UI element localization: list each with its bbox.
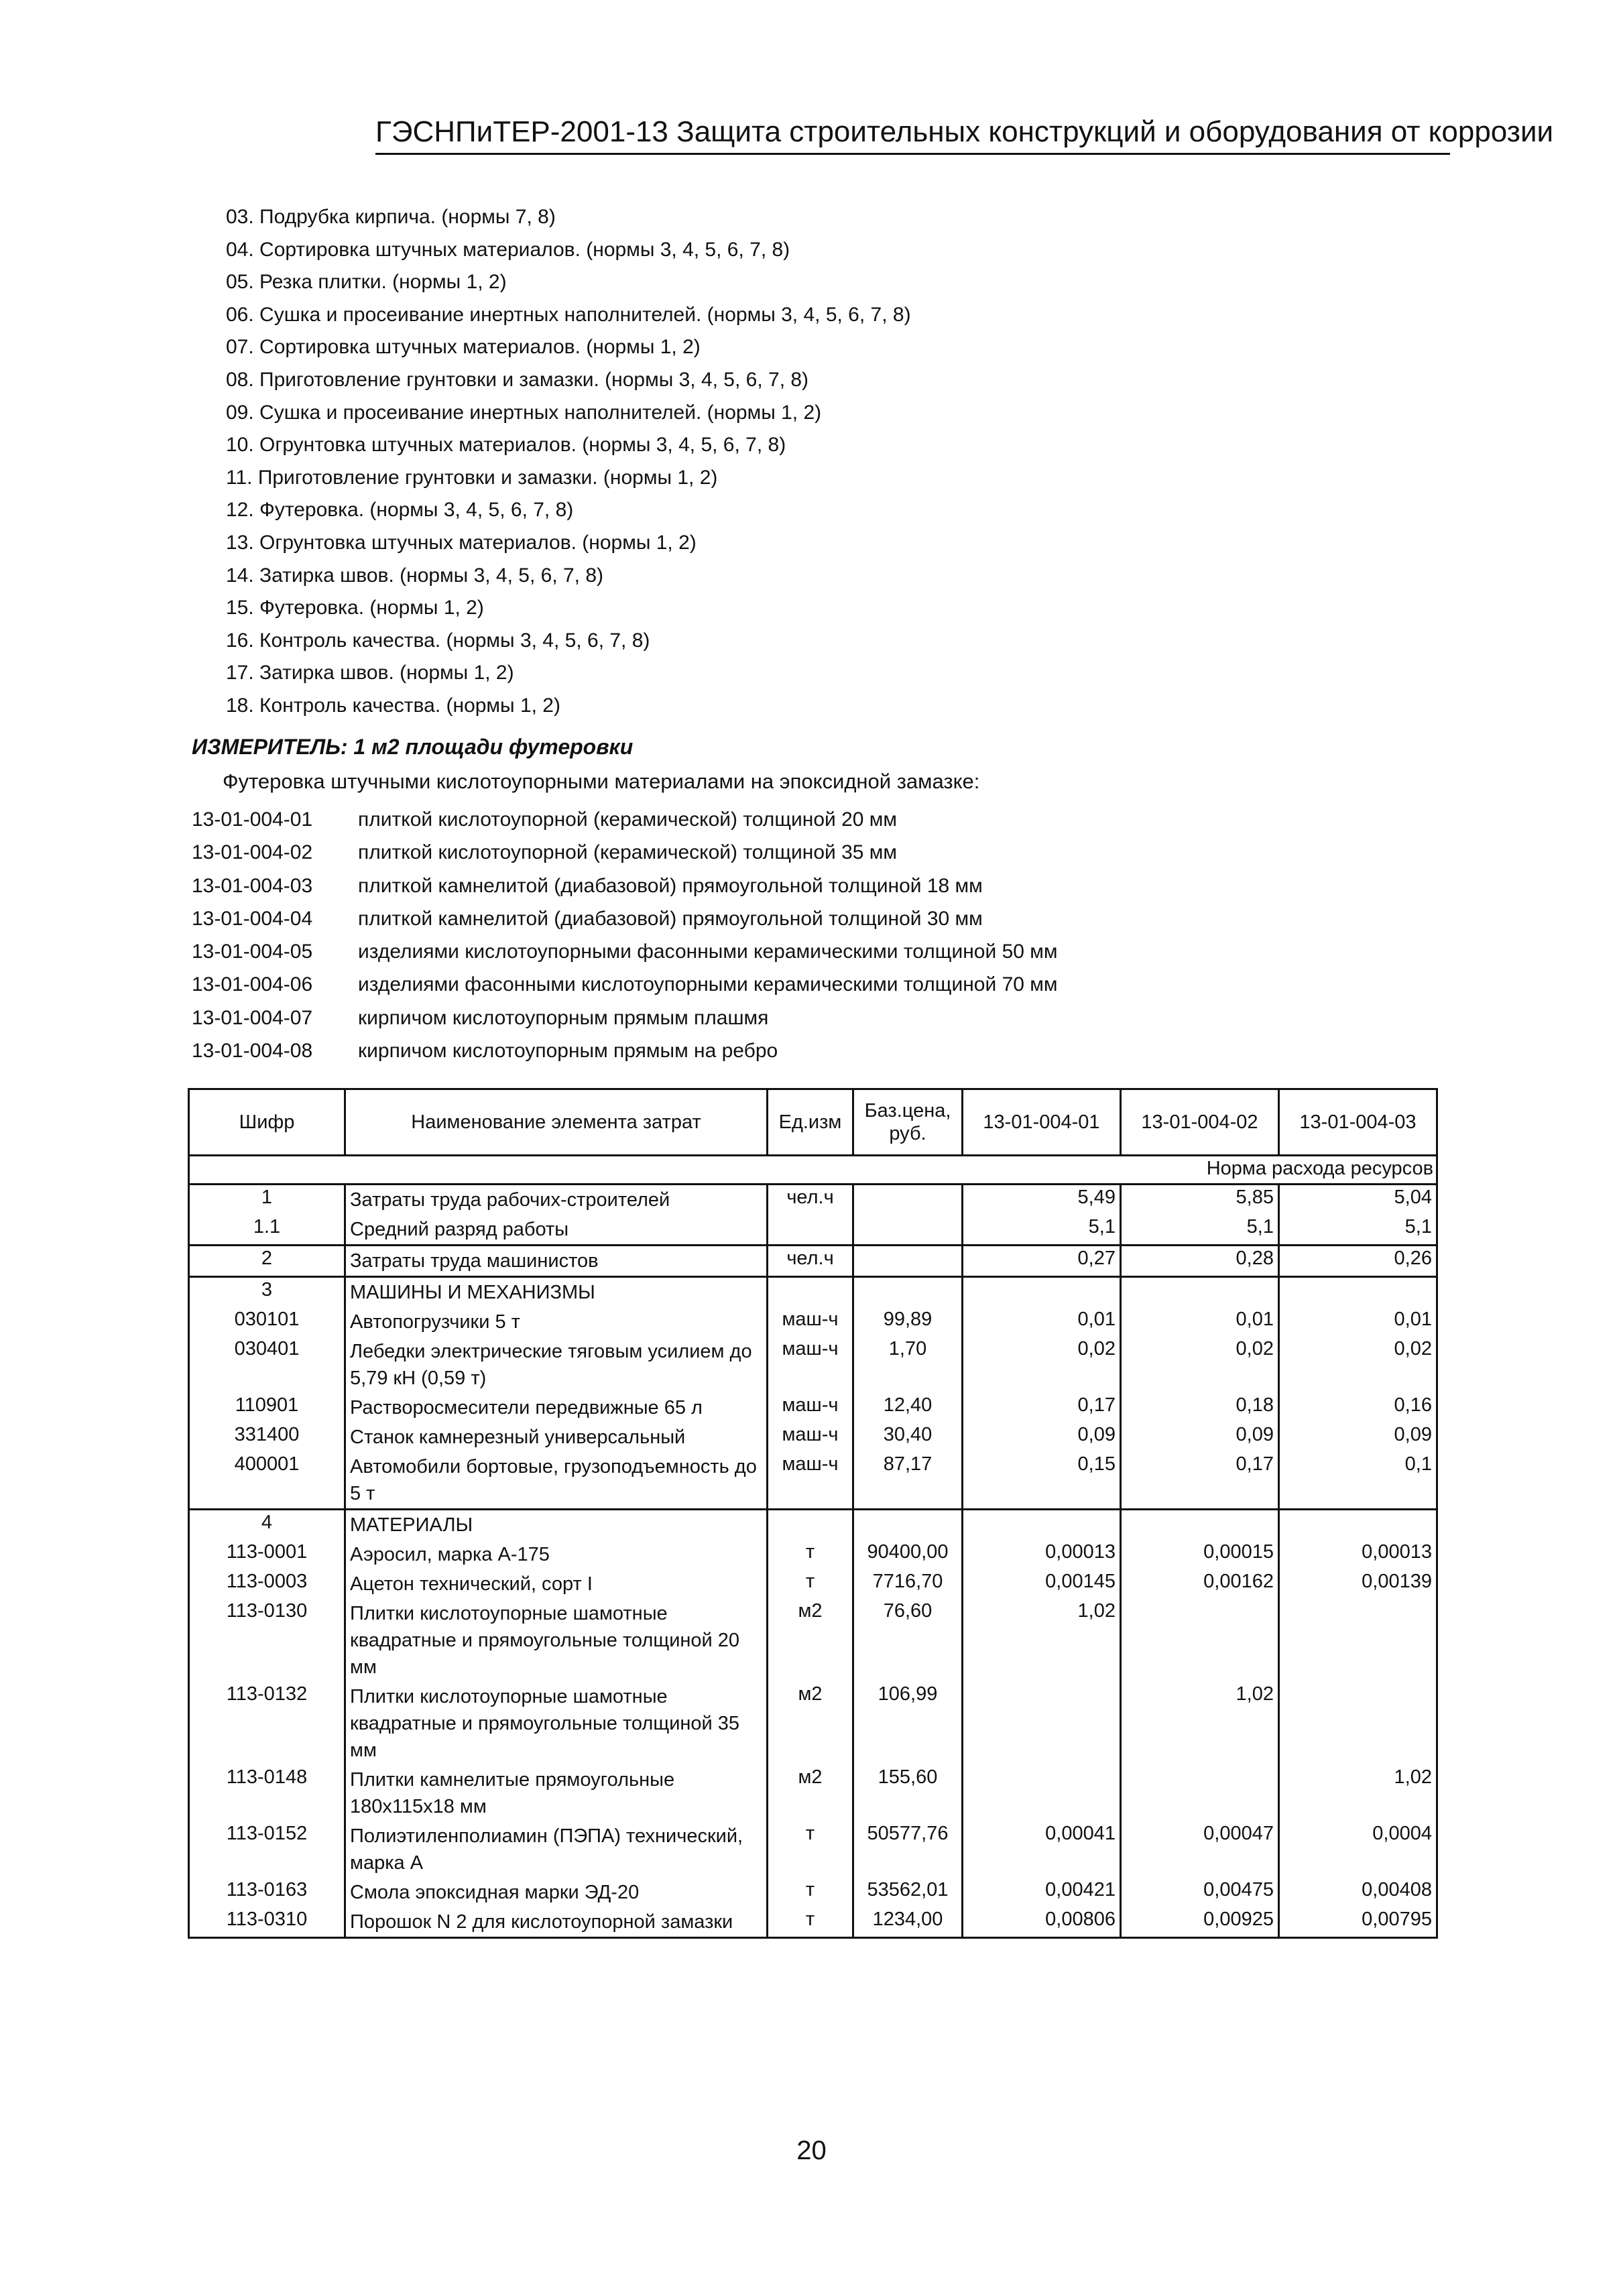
cell-unit: м2 bbox=[768, 1682, 853, 1765]
cell-name: МАТЕРИАЛЫ bbox=[345, 1510, 768, 1540]
cell-v1: 0,15 bbox=[963, 1452, 1121, 1510]
cell-code: 030401 bbox=[189, 1337, 345, 1393]
table-row bbox=[189, 1393, 1437, 1423]
cell-price bbox=[853, 1215, 963, 1246]
cell-unit: м2 bbox=[768, 1599, 853, 1682]
table-row bbox=[189, 1307, 1437, 1337]
cell-unit: т bbox=[768, 1878, 853, 1907]
cell-name: Аэросил, марка А-175 bbox=[345, 1540, 768, 1569]
code-description: плиткой камнелитой (диабазовой) прямоугольной толщиной 18 мм bbox=[358, 874, 983, 897]
cell-v3 bbox=[1279, 1682, 1437, 1765]
cell-name: Лебедки электрические тяговым усилием до 5,79 кН (0,59 т) bbox=[345, 1337, 768, 1393]
code-row bbox=[192, 1034, 1058, 1067]
cell-v1 bbox=[963, 1682, 1121, 1765]
code-number: 13-01-004-01 bbox=[192, 808, 313, 831]
cell-v3: 0,00408 bbox=[1279, 1878, 1437, 1907]
cell-code: 113-0152 bbox=[189, 1821, 345, 1878]
page-header: ГЭСНПиТЕР-2001-13 Защита строительных конструкций и оборудования от коррозии bbox=[375, 114, 1450, 155]
operation-item: 06. Сушка и просеивание инертных наполнителей. (нормы 3, 4, 5, 6, 7, 8) bbox=[226, 303, 911, 326]
cell-v2: 0,00015 bbox=[1121, 1540, 1279, 1569]
cell-v2: 0,01 bbox=[1121, 1307, 1279, 1337]
cell-v3: 0,01 bbox=[1279, 1307, 1437, 1337]
header-cell: Ед.изм bbox=[768, 1089, 853, 1156]
cell-unit: маш-ч bbox=[768, 1393, 853, 1423]
cell-unit: т bbox=[768, 1540, 853, 1569]
cell-price: 90400,00 bbox=[853, 1540, 963, 1569]
cell-code: 110901 bbox=[189, 1393, 345, 1423]
table-row bbox=[189, 1510, 1437, 1540]
code-row bbox=[192, 935, 1058, 968]
cell-v2: 1,02 bbox=[1121, 1682, 1279, 1765]
cell-name: Станок камнерезный универсальный bbox=[345, 1423, 768, 1452]
cell-v1: 1,02 bbox=[963, 1599, 1121, 1682]
cell-v1: 0,00806 bbox=[963, 1907, 1121, 1938]
operation-item: 04. Сортировка штучных материалов. (нормы 3, 4, 5, 6, 7, 8) bbox=[226, 238, 790, 261]
code-description: плиткой камнелитой (диабазовой) прямоугольной толщиной 30 мм bbox=[358, 907, 983, 930]
cell-v1 bbox=[963, 1510, 1121, 1540]
cell-price bbox=[853, 1510, 963, 1540]
cell-name: Ацетон технический, сорт I bbox=[345, 1569, 768, 1599]
cell-name: Полиэтиленполиамин (ПЭПА) технический, марка А bbox=[345, 1821, 768, 1878]
operations-list bbox=[226, 201, 911, 723]
cell-v3: 0,00795 bbox=[1279, 1907, 1437, 1938]
cell-v2 bbox=[1121, 1510, 1279, 1540]
cell-price: 106,99 bbox=[853, 1682, 963, 1765]
cell-v3: 5,04 bbox=[1279, 1185, 1437, 1215]
cell-v1: 0,17 bbox=[963, 1393, 1121, 1423]
cell-price: 87,17 bbox=[853, 1452, 963, 1510]
cell-v2 bbox=[1121, 1765, 1279, 1821]
cell-v2: 5,1 bbox=[1121, 1215, 1279, 1246]
cell-price: 7716,70 bbox=[853, 1569, 963, 1599]
operation-item: 09. Сушка и просеивание инертных наполнителей. (нормы 1, 2) bbox=[226, 401, 822, 424]
cell-price: 1,70 bbox=[853, 1337, 963, 1393]
cell-code: 3 bbox=[189, 1277, 345, 1308]
operation-item: 12. Футеровка. (нормы 3, 4, 5, 6, 7, 8) bbox=[226, 499, 574, 522]
cell-unit: чел.ч bbox=[768, 1246, 853, 1277]
cell-v1: 0,01 bbox=[963, 1307, 1121, 1337]
cell-v3: 1,02 bbox=[1279, 1765, 1437, 1821]
code-description: плиткой кислотоупорной (керамической) толщиной 20 мм bbox=[358, 808, 898, 831]
operation-item: 13. Огрунтовка штучных материалов. (нормы 1, 2) bbox=[226, 531, 697, 554]
table-header-row bbox=[189, 1089, 1437, 1156]
code-number: 13-01-004-02 bbox=[192, 841, 313, 864]
cell-code: 400001 bbox=[189, 1452, 345, 1510]
cell-code: 2 bbox=[189, 1246, 345, 1277]
code-number: 13-01-004-06 bbox=[192, 973, 313, 996]
cell-price bbox=[853, 1246, 963, 1277]
code-description: изделиями фасонными кислотоупорными керамическими толщиной 70 мм bbox=[358, 973, 1058, 996]
cell-price: 155,60 bbox=[853, 1765, 963, 1821]
cell-v1: 0,00145 bbox=[963, 1569, 1121, 1599]
operation-item: 14. Затирка швов. (нормы 3, 4, 5, 6, 7, 8) bbox=[226, 564, 604, 587]
cell-name: Растворосмесители передвижные 65 л bbox=[345, 1393, 768, 1423]
operation-item: 15. Футеровка. (нормы 1, 2) bbox=[226, 597, 484, 619]
table-row bbox=[189, 1821, 1437, 1878]
cell-v3: 0,1 bbox=[1279, 1452, 1437, 1510]
cell-code: 113-0132 bbox=[189, 1682, 345, 1765]
code-number: 13-01-004-07 bbox=[192, 1006, 313, 1029]
cell-name: Плитки камнелитые прямоугольные 180х115х18 мм bbox=[345, 1765, 768, 1821]
intro-text: Футеровка штучными кислотоупорными материалами на эпоксидной замазке: bbox=[223, 770, 980, 793]
codes-list bbox=[192, 803, 1058, 1067]
table-row bbox=[189, 1246, 1437, 1277]
cell-v1: 0,00041 bbox=[963, 1821, 1121, 1878]
cell-v3: 5,1 bbox=[1279, 1215, 1437, 1246]
cell-v2 bbox=[1121, 1277, 1279, 1308]
cell-v3 bbox=[1279, 1599, 1437, 1682]
operation-item: 07. Сортировка штучных материалов. (нормы 1, 2) bbox=[226, 336, 701, 359]
table-row bbox=[189, 1682, 1437, 1765]
cell-v1: 0,00013 bbox=[963, 1540, 1121, 1569]
cell-unit: т bbox=[768, 1907, 853, 1938]
cell-code: 030101 bbox=[189, 1307, 345, 1337]
cell-code: 331400 bbox=[189, 1423, 345, 1452]
table-row bbox=[189, 1765, 1437, 1821]
cell-unit: маш-ч bbox=[768, 1337, 853, 1393]
resource-table bbox=[188, 1088, 1438, 1939]
cell-v2: 0,00475 bbox=[1121, 1878, 1279, 1907]
code-number: 13-01-004-08 bbox=[192, 1040, 313, 1063]
cell-code: 113-0130 bbox=[189, 1599, 345, 1682]
meter-heading: ИЗМЕРИТЕЛЬ: 1 м2 площади футеровки bbox=[192, 735, 634, 759]
cell-name: Смола эпоксидная марки ЭД-20 bbox=[345, 1878, 768, 1907]
cell-v3 bbox=[1279, 1277, 1437, 1308]
cell-price: 30,40 bbox=[853, 1423, 963, 1452]
table-row bbox=[189, 1878, 1437, 1907]
table-row bbox=[189, 1569, 1437, 1599]
code-row bbox=[192, 968, 1058, 1001]
cell-code: 113-0163 bbox=[189, 1878, 345, 1907]
code-description: плиткой кислотоупорной (керамической) толщиной 35 мм bbox=[358, 841, 898, 864]
operation-item: 11. Приготовление грунтовки и замазки. (нормы 1, 2) bbox=[226, 466, 718, 489]
table-row bbox=[189, 1337, 1437, 1393]
table-row bbox=[189, 1452, 1437, 1510]
cell-v1: 0,00421 bbox=[963, 1878, 1121, 1907]
code-row bbox=[192, 836, 1058, 869]
cell-name: Плитки кислотоупорные шамотные квадратные и прямоугольные толщиной 35 мм bbox=[345, 1682, 768, 1765]
header-cell: 13-01-004-02 bbox=[1121, 1089, 1279, 1156]
table-row bbox=[189, 1423, 1437, 1452]
cell-price: 53562,01 bbox=[853, 1878, 963, 1907]
cell-name: Автомобили бортовые, грузоподъемность до 5 т bbox=[345, 1452, 768, 1510]
code-number: 13-01-004-05 bbox=[192, 941, 313, 963]
cell-v1: 0,09 bbox=[963, 1423, 1121, 1452]
cell-unit: т bbox=[768, 1569, 853, 1599]
operation-item: 08. Приготовление грунтовки и замазки. (нормы 3, 4, 5, 6, 7, 8) bbox=[226, 368, 809, 391]
cell-code: 113-0310 bbox=[189, 1907, 345, 1938]
cell-price: 12,40 bbox=[853, 1393, 963, 1423]
cell-name: МАШИНЫ И МЕХАНИЗМЫ bbox=[345, 1277, 768, 1308]
cell-v3: 0,16 bbox=[1279, 1393, 1437, 1423]
cell-code: 4 bbox=[189, 1510, 345, 1540]
cell-v3: 0,02 bbox=[1279, 1337, 1437, 1393]
code-number: 13-01-004-03 bbox=[192, 874, 313, 897]
cell-unit: маш-ч bbox=[768, 1452, 853, 1510]
operation-item: 17. Затирка швов. (нормы 1, 2) bbox=[226, 662, 514, 684]
norma-row bbox=[189, 1156, 1437, 1185]
cell-unit bbox=[768, 1277, 853, 1308]
code-number: 13-01-004-04 bbox=[192, 907, 313, 930]
cell-unit bbox=[768, 1510, 853, 1540]
cell-v2: 0,18 bbox=[1121, 1393, 1279, 1423]
cell-code: 113-0148 bbox=[189, 1765, 345, 1821]
cell-name: Порошок N 2 для кислотоупорной замазки bbox=[345, 1907, 768, 1938]
cell-price: 1234,00 bbox=[853, 1907, 963, 1938]
operation-item: 10. Огрунтовка штучных материалов. (нормы 3, 4, 5, 6, 7, 8) bbox=[226, 434, 786, 457]
cell-unit: маш-ч bbox=[768, 1423, 853, 1452]
table-body bbox=[189, 1185, 1437, 1938]
cell-name: Плитки кислотоупорные шамотные квадратные и прямоугольные толщиной 20 мм bbox=[345, 1599, 768, 1682]
cell-name: Автопогрузчики 5 т bbox=[345, 1307, 768, 1337]
cell-name: Средний разряд работы bbox=[345, 1215, 768, 1246]
cell-v1: 0,02 bbox=[963, 1337, 1121, 1393]
code-description: изделиями кислотоупорными фасонными керамическими толщиной 50 мм bbox=[358, 941, 1058, 963]
operation-item: 03. Подрубка кирпича. (нормы 7, 8) bbox=[226, 206, 556, 228]
cell-price: 99,89 bbox=[853, 1307, 963, 1337]
cell-code: 113-0001 bbox=[189, 1540, 345, 1569]
cell-unit: чел.ч bbox=[768, 1185, 853, 1215]
cell-price bbox=[853, 1277, 963, 1308]
code-row bbox=[192, 869, 1058, 902]
code-row bbox=[192, 803, 1058, 836]
cell-unit: т bbox=[768, 1821, 853, 1878]
cell-price: 50577,76 bbox=[853, 1821, 963, 1878]
cell-v2: 0,09 bbox=[1121, 1423, 1279, 1452]
code-row bbox=[192, 902, 1058, 935]
header-cell: Баз.цена, руб. bbox=[853, 1089, 963, 1156]
code-description: кирпичом кислотоупорным прямым на ребро bbox=[358, 1040, 778, 1063]
code-description: кирпичом кислотоупорным прямым плашмя bbox=[358, 1006, 769, 1029]
cell-v3: 0,00013 bbox=[1279, 1540, 1437, 1569]
cell-v2: 0,17 bbox=[1121, 1452, 1279, 1510]
cell-v2 bbox=[1121, 1599, 1279, 1682]
table-row bbox=[189, 1277, 1437, 1308]
cell-v1: 0,27 bbox=[963, 1246, 1121, 1277]
cell-v3: 0,09 bbox=[1279, 1423, 1437, 1452]
cell-v3: 0,0004 bbox=[1279, 1821, 1437, 1878]
cell-v1 bbox=[963, 1277, 1121, 1308]
cell-v3 bbox=[1279, 1510, 1437, 1540]
cell-v2: 0,02 bbox=[1121, 1337, 1279, 1393]
cell-unit bbox=[768, 1215, 853, 1246]
cell-unit: маш-ч bbox=[768, 1307, 853, 1337]
cell-v2: 0,00925 bbox=[1121, 1907, 1279, 1938]
operation-item: 18. Контроль качества. (нормы 1, 2) bbox=[226, 694, 560, 717]
table-row bbox=[189, 1599, 1437, 1682]
cell-code: 1.1 bbox=[189, 1215, 345, 1246]
cell-v2: 0,28 bbox=[1121, 1246, 1279, 1277]
table-row bbox=[189, 1185, 1437, 1215]
cell-unit: м2 bbox=[768, 1765, 853, 1821]
cell-name: Затраты труда машинистов bbox=[345, 1246, 768, 1277]
header-cell: Наименование элемента затрат bbox=[345, 1089, 768, 1156]
cell-v1 bbox=[963, 1765, 1121, 1821]
operation-item: 16. Контроль качества. (нормы 3, 4, 5, 6, 7, 8) bbox=[226, 629, 650, 652]
table-row bbox=[189, 1215, 1437, 1246]
header-cell: 13-01-004-03 bbox=[1279, 1089, 1437, 1156]
operation-item: 05. Резка плитки. (нормы 1, 2) bbox=[226, 271, 507, 294]
cell-v3: 0,26 bbox=[1279, 1246, 1437, 1277]
header-cell: Шифр bbox=[189, 1089, 345, 1156]
cell-v2: 5,85 bbox=[1121, 1185, 1279, 1215]
cell-price bbox=[853, 1185, 963, 1215]
cell-code: 113-0003 bbox=[189, 1569, 345, 1599]
table-row bbox=[189, 1907, 1437, 1938]
header-cell: 13-01-004-01 bbox=[963, 1089, 1121, 1156]
cell-v2: 0,00162 bbox=[1121, 1569, 1279, 1599]
cell-v3: 0,00139 bbox=[1279, 1569, 1437, 1599]
cell-v2: 0,00047 bbox=[1121, 1821, 1279, 1878]
cell-v1: 5,1 bbox=[963, 1215, 1121, 1246]
code-row bbox=[192, 1002, 1058, 1034]
table-row bbox=[189, 1540, 1437, 1569]
cell-name: Затраты труда рабочих-строителей bbox=[345, 1185, 768, 1215]
cell-code: 1 bbox=[189, 1185, 345, 1215]
page-number: 20 bbox=[796, 2136, 827, 2165]
cell-v1: 5,49 bbox=[963, 1185, 1121, 1215]
norma-label: Норма расхода ресурсов bbox=[189, 1156, 1437, 1185]
cell-price: 76,60 bbox=[853, 1599, 963, 1682]
